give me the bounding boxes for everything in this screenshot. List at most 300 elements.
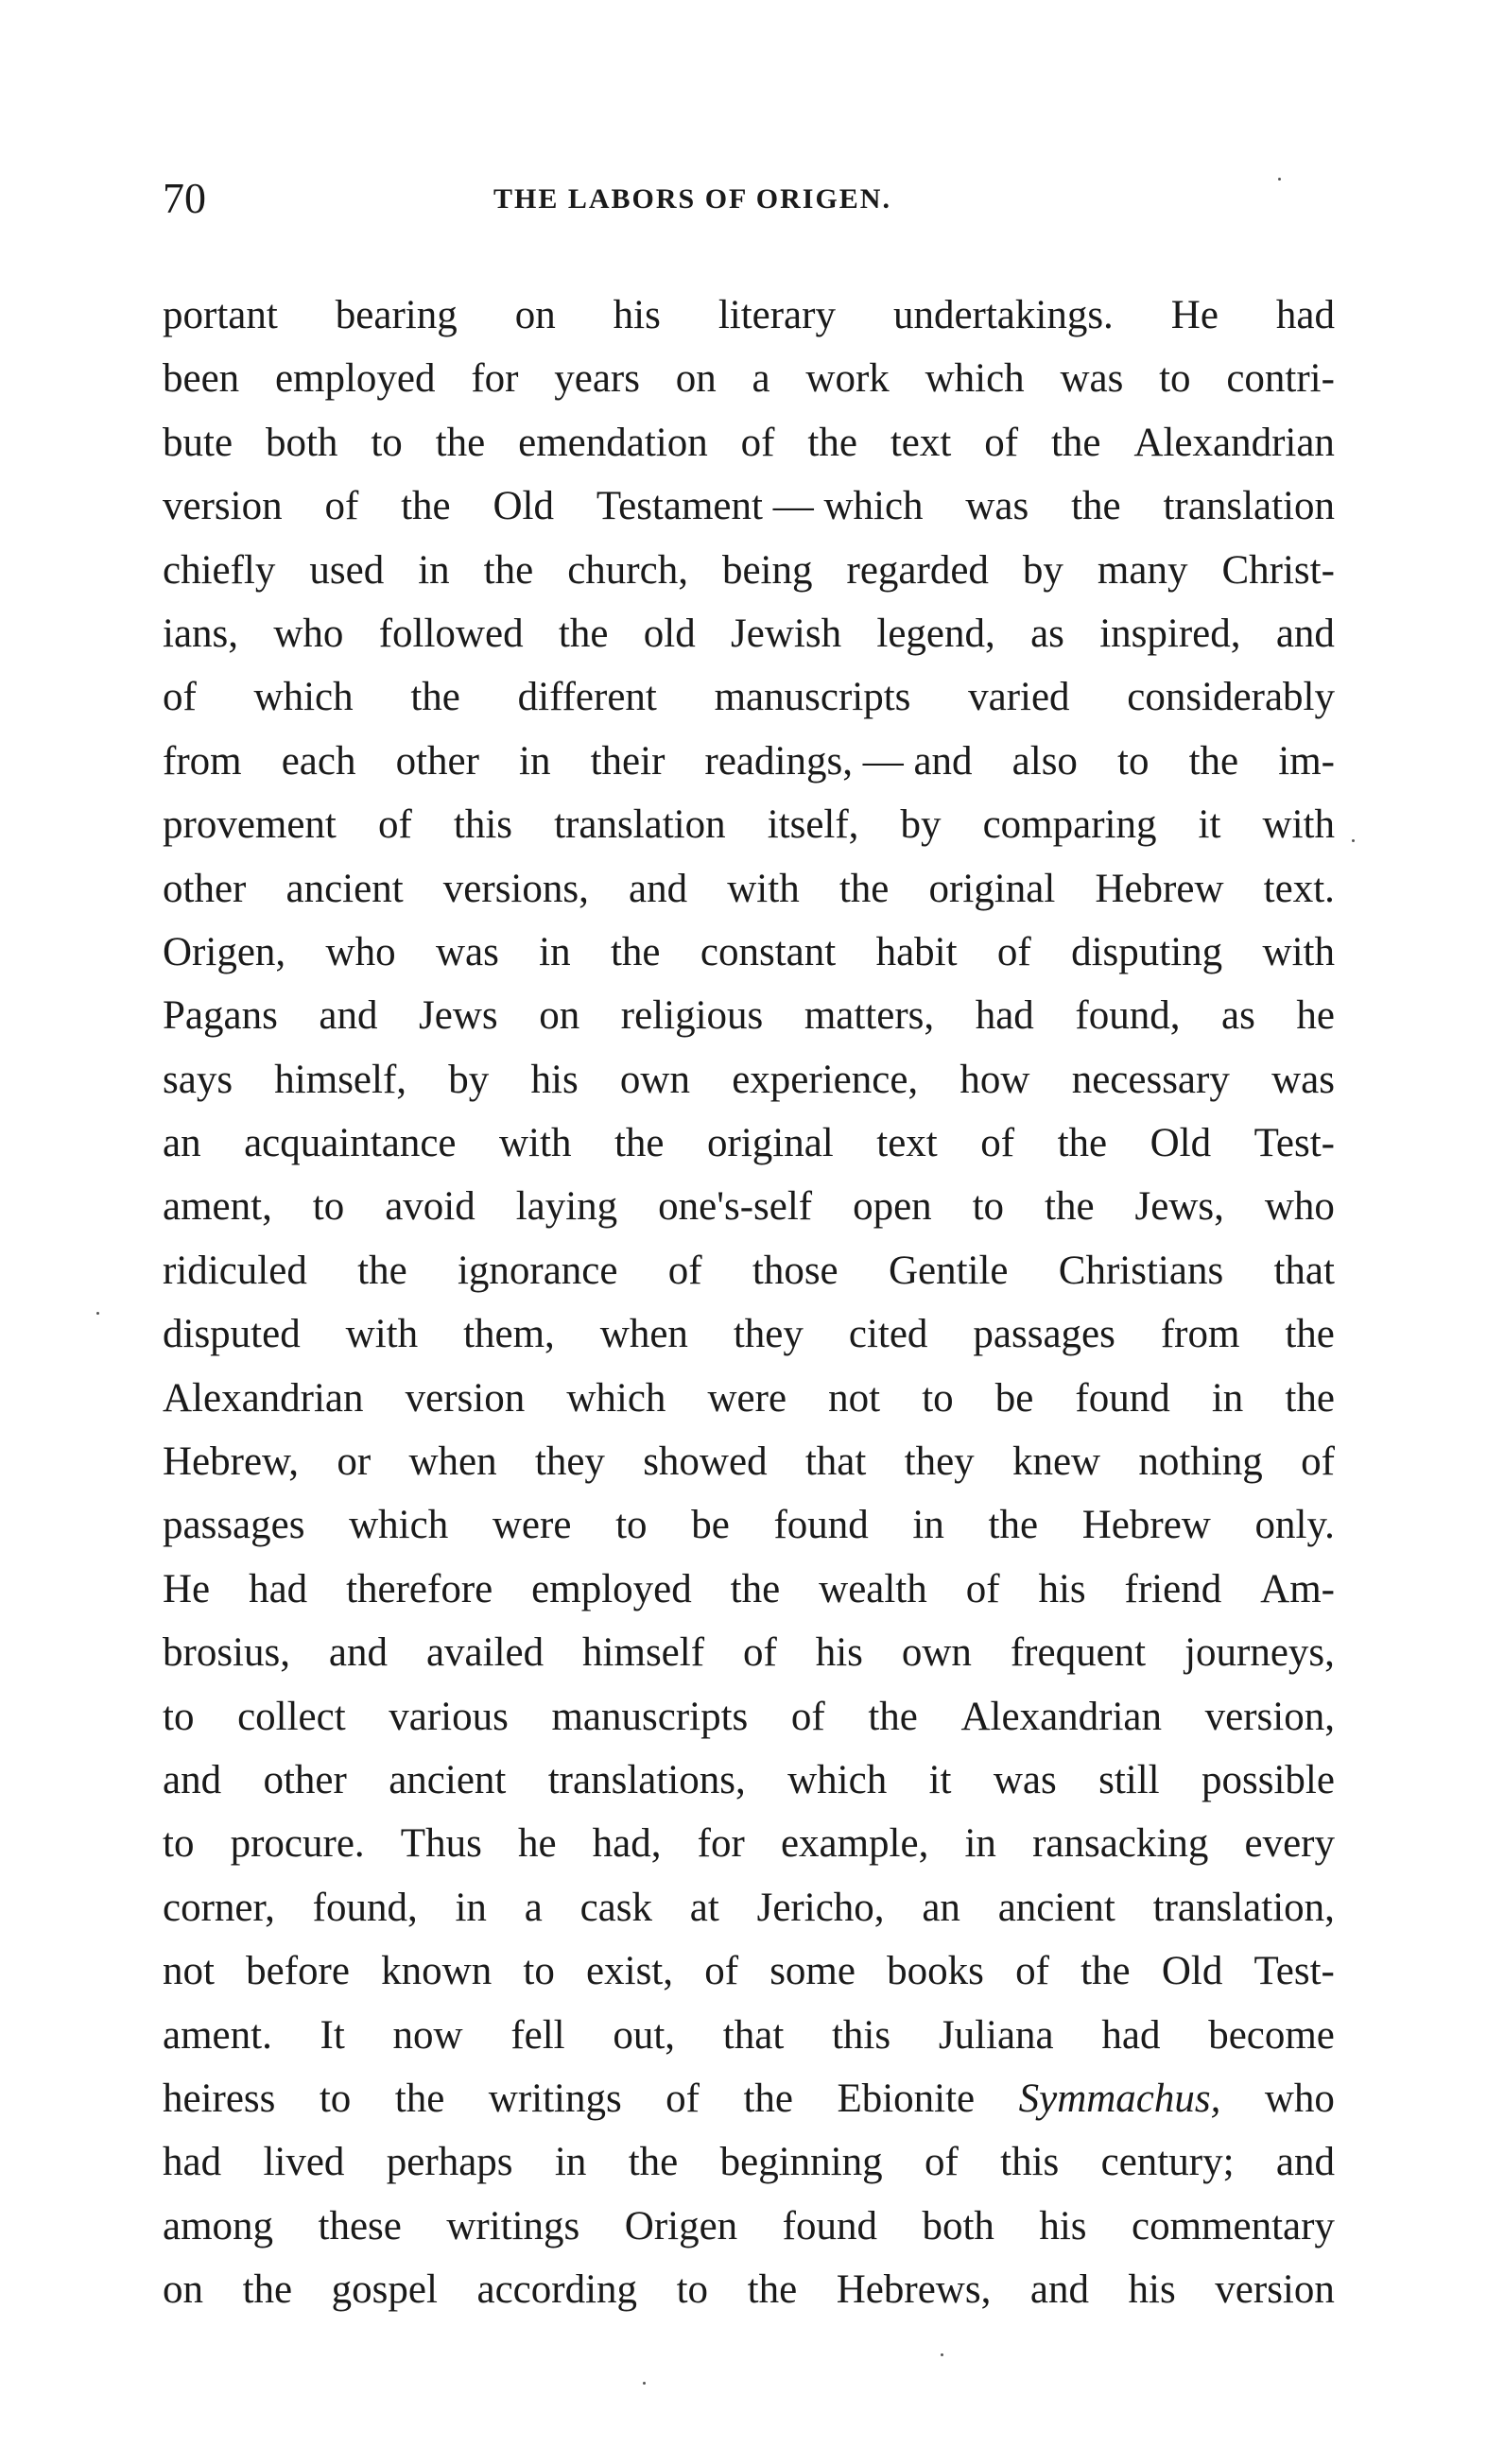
- word: of: [924, 2140, 959, 2185]
- word: one's-self: [658, 1184, 813, 1230]
- word: bearing: [335, 293, 458, 337]
- word: Hebrew: [1095, 866, 1224, 911]
- word: possible: [1201, 1757, 1335, 1802]
- word: had: [163, 2140, 222, 2185]
- word: of: [996, 929, 1031, 974]
- word: He: [1170, 293, 1219, 337]
- word: of: [667, 1248, 702, 1293]
- word: perhaps: [386, 2140, 513, 2185]
- word: the: [1285, 1375, 1335, 1421]
- word: disputing: [1071, 929, 1223, 974]
- word: in: [554, 2140, 587, 2185]
- word: Symmachus,: [1018, 2076, 1221, 2121]
- word: in: [418, 547, 450, 593]
- word: every: [1244, 1821, 1335, 1867]
- word: from: [1160, 1312, 1240, 1357]
- text-line: [163, 1111, 1335, 1175]
- word: himself,: [274, 1057, 407, 1102]
- word: be: [691, 1503, 730, 1548]
- word: his: [1038, 1566, 1086, 1611]
- word: in: [1211, 1375, 1244, 1421]
- word: portant: [163, 293, 278, 337]
- word: be: [994, 1375, 1034, 1421]
- word: the: [394, 2076, 445, 2121]
- word: availed: [425, 1630, 545, 1676]
- word: was: [965, 484, 1029, 529]
- text-line: [163, 2130, 1335, 2194]
- word: versions,: [442, 866, 589, 911]
- text-line: [163, 2004, 1335, 2067]
- word: Hebrew,: [163, 1439, 300, 1485]
- scan-speck: [1278, 178, 1281, 181]
- running-title: THE LABORS OF ORIGEN.: [493, 183, 891, 215]
- word: of: [704, 1949, 739, 1994]
- word: collect: [237, 1694, 346, 1739]
- word: found,: [1075, 993, 1181, 1039]
- word: from: [163, 738, 242, 784]
- word: comparing: [982, 802, 1157, 848]
- word: his: [613, 293, 661, 337]
- word: to: [676, 2267, 709, 2313]
- word: translation: [1163, 484, 1335, 529]
- word: provement: [163, 802, 337, 848]
- word: Thus: [400, 1821, 482, 1867]
- word: Ebionite: [837, 2076, 976, 2121]
- text-line: [163, 1812, 1335, 1875]
- word: the: [435, 420, 486, 465]
- word: had,: [592, 1821, 662, 1867]
- word: Origen,: [163, 929, 286, 974]
- word: according: [476, 2267, 638, 2313]
- word: as: [1221, 993, 1255, 1039]
- word: of: [666, 2076, 700, 2121]
- scan-speck: [96, 1312, 99, 1315]
- word: Pagans: [163, 993, 278, 1039]
- word: both: [922, 2203, 994, 2249]
- word: Test-: [1253, 1121, 1335, 1166]
- word: with: [345, 1312, 419, 1357]
- word: out,: [613, 2012, 676, 2058]
- word: the: [1285, 1312, 1335, 1357]
- word: text: [890, 420, 952, 465]
- word: in: [912, 1503, 944, 1548]
- word: he: [517, 1821, 557, 1867]
- word: own: [619, 1057, 690, 1102]
- word: followed: [378, 611, 524, 656]
- word: the: [1071, 484, 1121, 529]
- word: bute: [163, 420, 233, 465]
- word: and: [328, 1630, 389, 1676]
- text-line: [163, 1493, 1335, 1557]
- word: ransacking: [1032, 1821, 1209, 1867]
- word: was: [1060, 356, 1124, 402]
- word: for: [471, 356, 519, 402]
- word: version: [1215, 2267, 1335, 2313]
- word: the: [401, 484, 451, 529]
- word: manuscripts: [714, 675, 911, 720]
- word: the: [610, 929, 661, 974]
- word: beginning: [719, 2140, 883, 2185]
- text-line: [163, 857, 1335, 921]
- word: Jews,: [1134, 1184, 1224, 1230]
- word: them,: [463, 1312, 555, 1357]
- text-line: [163, 474, 1335, 538]
- word: the: [242, 2267, 293, 2313]
- word: in: [519, 738, 551, 784]
- word: He: [163, 1566, 211, 1611]
- word: Jews: [419, 993, 498, 1039]
- word: it: [1198, 802, 1221, 848]
- word: by: [448, 1057, 490, 1102]
- word: wealth: [819, 1566, 927, 1611]
- text-line: [163, 602, 1335, 665]
- word: Juliana: [938, 2012, 1054, 2058]
- word: employed: [274, 356, 436, 402]
- text-line: [163, 1749, 1335, 1812]
- text-line: [163, 2195, 1335, 2258]
- text-line: [163, 2258, 1335, 2321]
- word: Jericho,: [756, 1885, 885, 1930]
- word: Test-: [1253, 1949, 1335, 1994]
- word: friend: [1124, 1566, 1222, 1611]
- word: religious: [620, 993, 764, 1039]
- word: the: [838, 866, 890, 911]
- word: of: [163, 675, 197, 720]
- word: they: [733, 1312, 804, 1357]
- word: passages: [973, 1312, 1115, 1357]
- word: which: [349, 1503, 449, 1548]
- scan-speck: [1352, 839, 1355, 842]
- word: of: [742, 1630, 777, 1676]
- word: ancient: [997, 1885, 1115, 1930]
- word: the: [988, 1503, 1039, 1548]
- word: with: [1262, 929, 1335, 974]
- word: on: [539, 993, 580, 1039]
- word: and: [319, 993, 378, 1039]
- text-line: [163, 1685, 1335, 1749]
- word: inspired,: [1099, 611, 1241, 656]
- word: frequent: [1010, 1630, 1147, 1676]
- word: his: [815, 1630, 863, 1676]
- word: on: [514, 293, 556, 337]
- word: had: [1101, 2012, 1161, 2058]
- word: says: [163, 1057, 233, 1102]
- word: and: [1029, 2267, 1089, 2313]
- word: of: [324, 484, 359, 529]
- word: contri-: [1226, 356, 1335, 402]
- text-line: [163, 1939, 1335, 2003]
- word: to: [1159, 356, 1191, 402]
- word: now: [392, 2012, 463, 2058]
- word: his: [1128, 2267, 1176, 2313]
- word: an: [163, 1121, 201, 1166]
- word: among: [163, 2203, 274, 2249]
- word: found: [773, 1503, 869, 1548]
- word: by: [900, 802, 942, 848]
- page-number: 70: [163, 174, 206, 222]
- word: himself: [582, 1630, 705, 1676]
- text-line: [163, 1558, 1335, 1621]
- word: which: [566, 1375, 666, 1421]
- word: Origen: [624, 2203, 738, 2249]
- word: on: [163, 2267, 203, 2313]
- word: lived: [263, 2140, 345, 2185]
- word: the: [614, 1121, 665, 1166]
- word: not: [828, 1375, 881, 1421]
- text-line: [163, 730, 1335, 793]
- text-line: [163, 1621, 1335, 1684]
- word: matters,: [804, 993, 935, 1039]
- word: that: [722, 2012, 785, 2058]
- word: of: [377, 802, 412, 848]
- word: known: [381, 1949, 493, 1994]
- word: which: [787, 1757, 888, 1802]
- word: in: [964, 1821, 996, 1867]
- word: they: [904, 1439, 975, 1485]
- word: church,: [567, 547, 688, 593]
- word: Alexandrian: [163, 1375, 364, 1421]
- word: or: [337, 1439, 372, 1485]
- word: as: [1030, 611, 1064, 656]
- word: who: [325, 929, 396, 974]
- word: various: [389, 1694, 509, 1739]
- word: open: [853, 1184, 932, 1230]
- word: the: [1080, 1949, 1131, 1994]
- word: on: [675, 356, 717, 402]
- word: to: [972, 1184, 1005, 1230]
- word: im-: [1278, 738, 1335, 784]
- word: to: [163, 1694, 195, 1739]
- word: translation: [554, 802, 726, 848]
- text-line: [163, 539, 1335, 602]
- text-line: [163, 411, 1335, 474]
- word: found: [782, 2203, 877, 2249]
- word: to: [371, 420, 403, 465]
- word: the: [357, 1248, 407, 1293]
- word: his: [530, 1057, 579, 1102]
- word: original: [707, 1121, 834, 1166]
- word: literary: [717, 293, 836, 337]
- word: with: [1262, 802, 1335, 848]
- word: other: [163, 866, 247, 911]
- word: to: [922, 1375, 954, 1421]
- text-line: [163, 347, 1335, 410]
- word: was: [993, 1757, 1057, 1802]
- word: version: [163, 484, 283, 529]
- scan-speck: [643, 2382, 646, 2385]
- word: writings: [488, 2076, 622, 2121]
- word: when: [408, 1439, 497, 1485]
- word: Jewish: [731, 611, 842, 656]
- word: translation,: [1152, 1885, 1335, 1930]
- word: Testament — which: [596, 484, 924, 529]
- word: had: [975, 993, 1034, 1039]
- word: with: [727, 866, 800, 911]
- word: ament,: [163, 1184, 272, 1230]
- word: he: [1296, 993, 1335, 1039]
- word: the: [730, 1566, 781, 1611]
- word: other: [263, 1757, 347, 1802]
- word: Hebrew: [1081, 1503, 1211, 1548]
- word: exist,: [586, 1949, 673, 1994]
- word: nothing: [1138, 1439, 1263, 1485]
- word: work: [805, 356, 890, 402]
- word: Gentile: [888, 1248, 1009, 1293]
- word: ament.: [163, 2012, 272, 2058]
- word: employed: [531, 1566, 692, 1611]
- word: their: [590, 738, 666, 784]
- word: both: [265, 420, 338, 465]
- word: to: [312, 1184, 345, 1230]
- word: of: [980, 1121, 1015, 1166]
- word: a: [752, 356, 770, 402]
- word: and: [629, 866, 688, 911]
- word: with: [499, 1121, 572, 1166]
- word: this: [1000, 2140, 1060, 2185]
- word: version: [405, 1375, 526, 1421]
- text-line: [163, 284, 1335, 347]
- word: that: [1273, 1248, 1335, 1293]
- word: had: [249, 1566, 308, 1611]
- word: for: [697, 1821, 745, 1867]
- word: of: [1015, 1949, 1049, 1994]
- word: gospel: [331, 2267, 438, 2313]
- word: and: [163, 1757, 222, 1802]
- text-line: [163, 984, 1335, 1047]
- word: a: [524, 1885, 543, 1930]
- word: the: [1045, 1184, 1095, 1230]
- body-text: [163, 284, 1335, 2322]
- word: the: [483, 547, 534, 593]
- word: brosius,: [163, 1630, 290, 1676]
- word: of: [790, 1694, 825, 1739]
- word: which: [253, 675, 354, 720]
- word: showed: [643, 1439, 768, 1485]
- word: the: [410, 675, 460, 720]
- word: also: [1011, 738, 1078, 784]
- text-line: [163, 665, 1335, 729]
- text-line: [163, 1302, 1335, 1366]
- word: regarded: [846, 547, 989, 593]
- word: still: [1098, 1757, 1160, 1802]
- word: fell: [510, 2012, 565, 2058]
- word: to: [163, 1821, 195, 1867]
- word: used: [309, 547, 385, 593]
- word: some: [769, 1949, 856, 1994]
- word: in: [455, 1885, 487, 1930]
- word: found,: [312, 1885, 418, 1930]
- word: Alexandrian: [960, 1694, 1163, 1739]
- word: commentary: [1132, 2203, 1335, 2249]
- word: only.: [1254, 1503, 1335, 1548]
- word: they: [534, 1439, 605, 1485]
- word: of: [965, 1566, 1000, 1611]
- word: the: [743, 2076, 793, 2121]
- word: undertakings.: [892, 293, 1114, 337]
- word: necessary: [1071, 1057, 1230, 1102]
- word: each: [281, 738, 356, 784]
- word: years: [554, 356, 640, 402]
- word: books: [887, 1949, 984, 1994]
- word: was: [1271, 1057, 1335, 1102]
- word: readings, — and: [704, 738, 973, 784]
- word: Alexandrian: [1133, 420, 1335, 465]
- word: corner,: [163, 1885, 275, 1930]
- word: and: [1275, 611, 1335, 656]
- word: cask: [579, 1885, 652, 1930]
- word: ancient: [285, 866, 404, 911]
- word: legend,: [876, 611, 995, 656]
- word: the: [807, 420, 857, 465]
- word: his: [1039, 2203, 1087, 2249]
- word: those: [752, 1248, 838, 1293]
- word: manuscripts: [551, 1694, 749, 1739]
- word: was: [435, 929, 499, 974]
- word: many: [1097, 547, 1188, 593]
- word: found: [1075, 1375, 1170, 1421]
- word: emendation: [518, 420, 708, 465]
- word: become: [1208, 2012, 1335, 2058]
- word: to: [1117, 738, 1150, 784]
- text-line: [163, 1239, 1335, 1302]
- text-line: [163, 793, 1335, 856]
- word: these: [318, 2203, 402, 2249]
- word: knew: [1011, 1439, 1101, 1485]
- word: by: [1022, 547, 1063, 593]
- word: different: [517, 675, 657, 720]
- word: avoid: [385, 1184, 475, 1230]
- word: varied: [968, 675, 1070, 720]
- word: ians,: [163, 611, 239, 656]
- word: example,: [780, 1821, 929, 1867]
- word: Old: [493, 484, 554, 529]
- word: passages: [163, 1503, 305, 1548]
- text-line: [163, 1367, 1335, 1430]
- word: heiress: [163, 2076, 276, 2121]
- word: text: [876, 1121, 938, 1166]
- word: were: [707, 1375, 787, 1421]
- word: considerably: [1127, 675, 1335, 720]
- word: Am-: [1260, 1566, 1335, 1611]
- word: It: [320, 2012, 345, 2058]
- word: not: [163, 1949, 215, 1994]
- word: when: [599, 1312, 688, 1357]
- word: been: [163, 356, 240, 402]
- word: to: [319, 2076, 352, 2121]
- word: itself,: [767, 802, 859, 848]
- word: at: [689, 1885, 719, 1930]
- word: the: [1188, 738, 1239, 784]
- word: the: [558, 611, 609, 656]
- word: of: [1301, 1439, 1335, 1485]
- word: other: [395, 738, 479, 784]
- word: who: [273, 611, 344, 656]
- word: which: [925, 356, 1025, 402]
- scan-speck: [941, 2353, 943, 2356]
- word: acquaintance: [244, 1121, 457, 1166]
- text-line: [163, 1430, 1335, 1493]
- word: therefore: [346, 1566, 493, 1611]
- word: this: [453, 802, 513, 848]
- word: Christians: [1058, 1248, 1224, 1293]
- word: were: [492, 1503, 572, 1548]
- word: and: [1275, 2140, 1335, 2185]
- text-line: [163, 1175, 1335, 1238]
- word: had: [1275, 293, 1335, 337]
- word: Old: [1150, 1121, 1212, 1166]
- word: disputed: [163, 1312, 301, 1357]
- word: who: [1264, 2076, 1335, 2121]
